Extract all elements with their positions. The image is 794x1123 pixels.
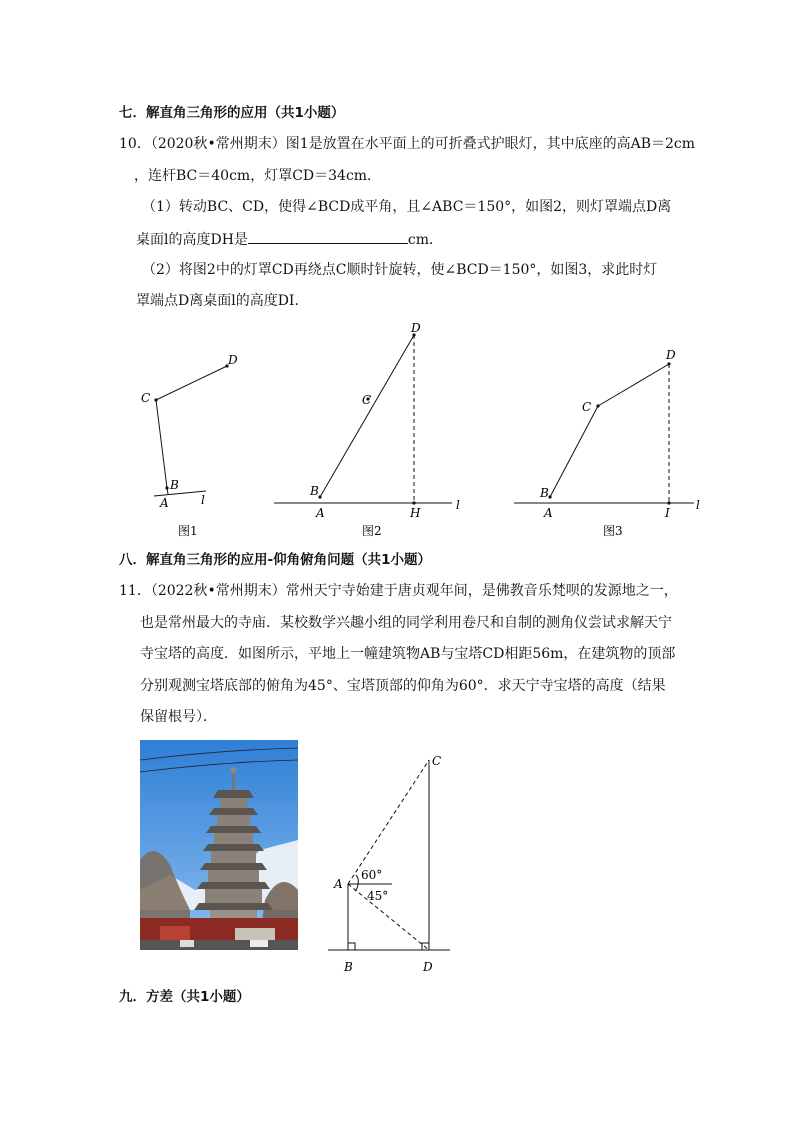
point-b bbox=[165, 486, 168, 489]
sight-line-ac bbox=[348, 760, 429, 884]
figure-2 bbox=[270, 315, 470, 545]
right-angle-d bbox=[422, 943, 429, 950]
label-a: A bbox=[316, 506, 325, 520]
question-text: ，连杆BC＝40cm，灯罩CD＝34cm． bbox=[134, 168, 382, 184]
caption-fig1: 图1 bbox=[178, 524, 198, 538]
label-c: C bbox=[362, 393, 372, 407]
sight-line-ad bbox=[348, 884, 429, 950]
rod-bd bbox=[320, 335, 414, 497]
pagoda-photo bbox=[140, 740, 298, 950]
label-b: B bbox=[540, 486, 549, 500]
label-c: C bbox=[141, 391, 151, 405]
caption-fig3: 图3 bbox=[603, 524, 623, 538]
section-title: 九．方差（共1小题） bbox=[119, 989, 250, 1005]
label-b: B bbox=[310, 484, 319, 498]
angle-arc-60 bbox=[356, 875, 358, 884]
answer-blank bbox=[248, 229, 408, 244]
label-l: l bbox=[696, 498, 700, 512]
section-title: 八．解直角三角形的应用-仰角俯角问题（共1小题） bbox=[119, 552, 431, 568]
point-d bbox=[667, 362, 670, 365]
label-c: C bbox=[432, 754, 442, 768]
question-text: 11．（2022秋•常州期末）常州天宁寺始建于唐贞观年间，是佛教音乐梵呗的发源地之一， bbox=[119, 583, 678, 599]
question-text: 也是常州最大的寺庙．某校数学兴趣小组的同学利用卷尺和自制的测角仪尝试求解天宁 bbox=[140, 615, 672, 631]
figure-11 bbox=[320, 750, 470, 980]
point-b bbox=[318, 495, 321, 498]
point-c bbox=[596, 404, 599, 407]
angle-arc-45 bbox=[355, 884, 358, 891]
question-text-part: 桌面l的高度DH是 bbox=[136, 232, 248, 248]
question-text: 分别观测宝塔底部的俯角为45°、宝塔顶部的仰角为60°．求天宁寺宝塔的高度（结果 bbox=[140, 678, 666, 694]
angle-45-label: 45° bbox=[367, 889, 389, 903]
label-b: B bbox=[170, 478, 179, 492]
question-text bbox=[136, 229, 443, 250]
label-i: I bbox=[665, 506, 670, 520]
label-d: D bbox=[228, 353, 238, 367]
question-text: 10．（2020秋•常州期末）图1是放置在水平面上的可折叠式护眼灯，其中底座的高AB＝2cm bbox=[119, 136, 696, 152]
label-h: H bbox=[410, 506, 421, 520]
point-b bbox=[548, 495, 551, 498]
shade-cd bbox=[598, 364, 669, 406]
label-d: D bbox=[423, 960, 433, 974]
label-a: A bbox=[544, 506, 553, 520]
question-text: （2）将图2中的灯罩CD再绕点C顺时针旋转，使∠BCD＝150°，如图3，求此时灯 bbox=[142, 262, 658, 278]
point-c bbox=[154, 398, 157, 401]
label-a: A bbox=[334, 877, 343, 891]
point-i bbox=[667, 501, 670, 504]
rod-bc bbox=[550, 406, 598, 497]
angle-60-label: 60° bbox=[361, 868, 383, 882]
question-text: （1）转动BC、CD，使得∠BCD成平角，且∠ABC＝150°，如图2，则灯罩端点D离 bbox=[142, 199, 672, 215]
unit-text: cm． bbox=[407, 232, 444, 248]
question-text: 罩端点D离桌面l的高度DI． bbox=[136, 293, 309, 309]
rod-bc bbox=[156, 400, 167, 488]
shade-cd bbox=[156, 366, 227, 400]
question-text: 寺宝塔的高度．如图所示，平地上一幢建筑物AB与宝塔CD相距56m，在建筑物的顶部 bbox=[140, 646, 676, 662]
caption-fig2: 图2 bbox=[362, 524, 382, 538]
figure-1 bbox=[140, 345, 240, 545]
label-d: D bbox=[411, 321, 421, 335]
label-d: D bbox=[666, 348, 676, 362]
figure-3 bbox=[510, 345, 710, 545]
label-b: B bbox=[344, 960, 353, 974]
label-a: A bbox=[160, 496, 169, 510]
question-text: 保留根号）． bbox=[140, 709, 217, 725]
label-l: l bbox=[456, 498, 460, 512]
label-l: l bbox=[201, 493, 205, 507]
label-c: C bbox=[582, 400, 592, 414]
point-h bbox=[412, 501, 415, 504]
section-title: 七．解直角三角形的应用（共1小题） bbox=[119, 105, 345, 121]
right-angle-b bbox=[348, 943, 355, 950]
